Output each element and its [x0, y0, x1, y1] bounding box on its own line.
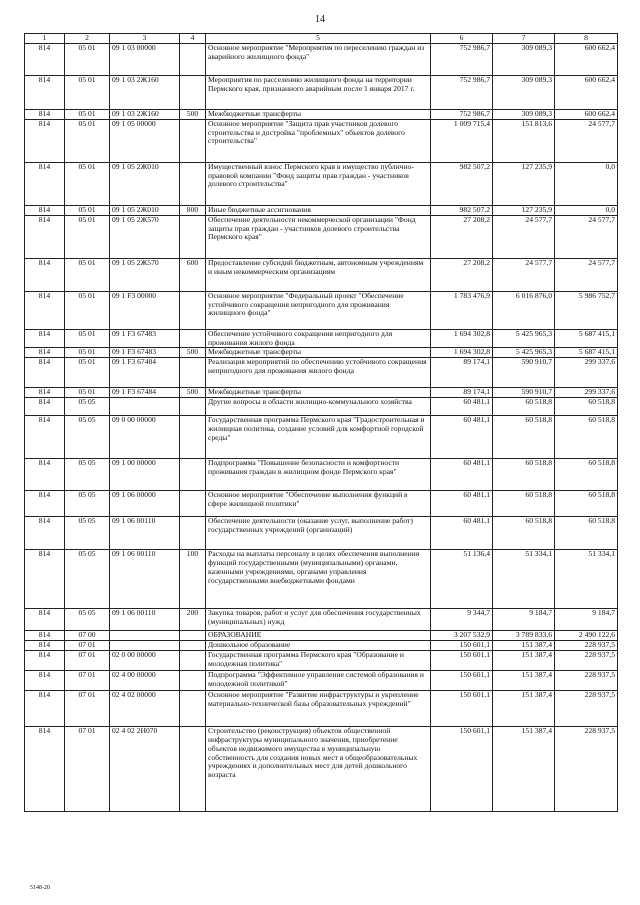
- section-code-cell: 05 01: [65, 358, 110, 388]
- budget-table: [24, 33, 618, 812]
- section-code-cell: 05 01: [65, 292, 110, 330]
- table-row: [25, 76, 618, 110]
- table-row: [25, 398, 618, 416]
- expense-type-cell: [180, 216, 206, 259]
- table-row: [25, 358, 618, 388]
- amount-2020-cell: 1 009 715,4: [431, 120, 493, 163]
- table-row: [25, 120, 618, 163]
- amount-2021-cell: 309 089,3: [493, 44, 555, 76]
- admin-code-cell: 814: [25, 348, 65, 358]
- admin-code-cell: 814: [25, 491, 65, 517]
- target-code-cell: 02 4 02 2Н070: [110, 727, 180, 812]
- admin-code-cell: 814: [25, 727, 65, 812]
- column-header: 7: [493, 34, 555, 44]
- table-row: [25, 44, 618, 76]
- section-code-cell: 05 05: [65, 398, 110, 416]
- target-code-cell: 09 1 00 00000: [110, 459, 180, 491]
- admin-code-cell: 814: [25, 631, 65, 641]
- section-code-cell: 05 01: [65, 206, 110, 216]
- section-code-cell: 05 05: [65, 459, 110, 491]
- target-code-cell: 09 1 05 2Ж010: [110, 163, 180, 206]
- expense-type-cell: [180, 163, 206, 206]
- footer-code: 5148-20: [30, 885, 50, 891]
- description-cell: Имущественный взнос Пермского края в имущество публично-правовой компании "Фонд защиты прав граждан - участников долевого строительства": [206, 163, 431, 206]
- section-code-cell: 07 01: [65, 641, 110, 651]
- table-row: [25, 292, 618, 330]
- target-code-cell: [110, 398, 180, 416]
- amount-2022-cell: 60 518,8: [555, 517, 618, 550]
- description-cell: Расходы на выплаты персоналу в целях обеспечения выполнения функций государственными (муниципальными) органами, казенными учреждениями, органами управления государственными внебюджетными фондами: [206, 550, 431, 609]
- table-header-row: [25, 34, 618, 44]
- table-row: [25, 163, 618, 206]
- amount-2020-cell: 752 986,7: [431, 44, 493, 76]
- amount-2021-cell: 151 387,4: [493, 727, 555, 812]
- table-row: [25, 416, 618, 459]
- amount-2022-cell: 24 577,7: [555, 216, 618, 259]
- section-code-cell: 07 01: [65, 727, 110, 812]
- amount-2022-cell: 24 577,7: [555, 259, 618, 292]
- amount-2020-cell: 60 481,1: [431, 459, 493, 491]
- table-row: [25, 671, 618, 691]
- target-code-cell: 02 0 00 00000: [110, 651, 180, 671]
- admin-code-cell: 814: [25, 609, 65, 631]
- description-cell: Межбюджетные трансферты: [206, 388, 431, 398]
- amount-2020-cell: 752 986,7: [431, 110, 493, 120]
- expense-type-cell: [180, 358, 206, 388]
- amount-2020-cell: 3 207 532,9: [431, 631, 493, 641]
- description-cell: Основное мероприятие "Федеральный проект "Обеспечение устойчивого сокращения непригодного для проживания жилищного фонда": [206, 292, 431, 330]
- description-cell: Другие вопросы в области жилищно-коммунального хозяйства: [206, 398, 431, 416]
- column-header: 2: [65, 34, 110, 44]
- column-header: 4: [180, 34, 206, 44]
- description-cell: Реализация мероприятий по обеспечению устойчивого сокращения непригодного для проживания жилого фонда: [206, 358, 431, 388]
- section-code-cell: 05 05: [65, 609, 110, 631]
- section-code-cell: 05 01: [65, 163, 110, 206]
- section-code-cell: 05 05: [65, 416, 110, 459]
- column-header: 3: [110, 34, 180, 44]
- description-cell: Строительство (реконструкция) объектов общественной инфраструктуры муниципального значения, приобретение объектов недвижимого имущества в муниципальную собственность для создания новых мест в общеобразовательных учреждениях и дополнительных мест для детей дошкольного возраста: [206, 727, 431, 812]
- description-cell: Подпрограмма "Повышение безопасности и комфортности проживания граждан в жилищном фонде Пермского края": [206, 459, 431, 491]
- amount-2020-cell: 60 481,1: [431, 398, 493, 416]
- description-cell: Государственная программа Пермского края "Градостроительная и жилищная политика, создание условий для комфортной городской среды": [206, 416, 431, 459]
- table-row: [25, 641, 618, 651]
- admin-code-cell: 814: [25, 459, 65, 491]
- target-code-cell: 02 4 00 00000: [110, 671, 180, 691]
- amount-2022-cell: 0,0: [555, 163, 618, 206]
- description-cell: Обеспечение деятельности (оказание услуг, выполнение работ) государственных учреждений (организаций): [206, 517, 431, 550]
- section-code-cell: 05 01: [65, 388, 110, 398]
- amount-2022-cell: 228 937,5: [555, 691, 618, 727]
- admin-code-cell: 814: [25, 358, 65, 388]
- amount-2020-cell: 60 481,1: [431, 491, 493, 517]
- expense-type-cell: 200: [180, 609, 206, 631]
- amount-2021-cell: 151 387,4: [493, 671, 555, 691]
- description-cell: Межбюджетные трансферты: [206, 110, 431, 120]
- table-row: [25, 348, 618, 358]
- description-cell: Предоставление субсидий бюджетным, автономным учреждениям и иным некоммерческим организациям: [206, 259, 431, 292]
- target-code-cell: 09 1 05 2Ж570: [110, 216, 180, 259]
- target-code-cell: 09 1 03 2Ж160: [110, 110, 180, 120]
- table-row: [25, 491, 618, 517]
- amount-2022-cell: 600 662,4: [555, 76, 618, 110]
- admin-code-cell: 814: [25, 76, 65, 110]
- expense-type-cell: [180, 416, 206, 459]
- amount-2022-cell: 299 337,6: [555, 388, 618, 398]
- amount-2021-cell: 590 910,7: [493, 388, 555, 398]
- target-code-cell: 09 1 05 2Ж010: [110, 206, 180, 216]
- admin-code-cell: 814: [25, 517, 65, 550]
- expense-type-cell: [180, 631, 206, 641]
- page-number: 14: [315, 14, 325, 25]
- section-code-cell: 05 01: [65, 110, 110, 120]
- description-cell: Закупка товаров, работ и услуг для обеспечения государственных (муниципальных) нужд: [206, 609, 431, 631]
- admin-code-cell: 814: [25, 206, 65, 216]
- amount-2021-cell: 60 518,8: [493, 416, 555, 459]
- section-code-cell: 07 00: [65, 631, 110, 641]
- admin-code-cell: 814: [25, 163, 65, 206]
- description-cell: Подпрограмма "Эффективное управление системой образования и молодежной политикой": [206, 671, 431, 691]
- admin-code-cell: 814: [25, 120, 65, 163]
- expense-type-cell: 500: [180, 110, 206, 120]
- amount-2021-cell: 127 235,9: [493, 163, 555, 206]
- table-row: [25, 609, 618, 631]
- amount-2020-cell: 89 174,1: [431, 358, 493, 388]
- amount-2021-cell: 5 425 965,3: [493, 348, 555, 358]
- target-code-cell: 09 1 F3 67483: [110, 330, 180, 348]
- amount-2020-cell: 982 507,2: [431, 163, 493, 206]
- admin-code-cell: 814: [25, 651, 65, 671]
- amount-2021-cell: 60 518,8: [493, 517, 555, 550]
- amount-2022-cell: 228 937,5: [555, 641, 618, 651]
- section-code-cell: 07 01: [65, 651, 110, 671]
- expense-type-cell: [180, 292, 206, 330]
- section-code-cell: 05 01: [65, 259, 110, 292]
- expense-type-cell: [180, 671, 206, 691]
- target-code-cell: [110, 641, 180, 651]
- expense-type-cell: [180, 491, 206, 517]
- description-cell: ОБРАЗОВАНИЕ: [206, 631, 431, 641]
- target-code-cell: [110, 631, 180, 641]
- amount-2022-cell: 51 334,1: [555, 550, 618, 609]
- admin-code-cell: 814: [25, 641, 65, 651]
- amount-2022-cell: 2 490 122,6: [555, 631, 618, 641]
- amount-2020-cell: 150 601,1: [431, 641, 493, 651]
- amount-2020-cell: 150 601,1: [431, 651, 493, 671]
- amount-2022-cell: 5 687 415,1: [555, 348, 618, 358]
- amount-2021-cell: 309 089,3: [493, 76, 555, 110]
- target-code-cell: 09 1 06 00110: [110, 550, 180, 609]
- amount-2021-cell: 151 387,4: [493, 691, 555, 727]
- amount-2020-cell: 982 507,2: [431, 206, 493, 216]
- amount-2022-cell: 5 687 415,1: [555, 330, 618, 348]
- expense-type-cell: [180, 76, 206, 110]
- description-cell: Обеспечение деятельности некоммерческой организации "Фонд защиты прав граждан - участников долевого строительства Пермского края": [206, 216, 431, 259]
- target-code-cell: 09 1 06 00110: [110, 517, 180, 550]
- amount-2020-cell: 1 694 302,8: [431, 348, 493, 358]
- admin-code-cell: 814: [25, 388, 65, 398]
- description-cell: Обеспечение устойчивого сокращения непригодного для проживания жилого фонда: [206, 330, 431, 348]
- amount-2021-cell: 60 518,8: [493, 491, 555, 517]
- table-row: [25, 459, 618, 491]
- description-cell: Межбюджетные трансферты: [206, 348, 431, 358]
- section-code-cell: 05 01: [65, 44, 110, 76]
- expense-type-cell: [180, 651, 206, 671]
- amount-2021-cell: 9 184,7: [493, 609, 555, 631]
- amount-2022-cell: 60 518,8: [555, 416, 618, 459]
- target-code-cell: 09 1 03 2Ж160: [110, 76, 180, 110]
- admin-code-cell: 814: [25, 671, 65, 691]
- section-code-cell: 05 05: [65, 517, 110, 550]
- expense-type-cell: [180, 330, 206, 348]
- expense-type-cell: 500: [180, 388, 206, 398]
- amount-2022-cell: 228 937,5: [555, 651, 618, 671]
- target-code-cell: 09 1 05 2Ж570: [110, 259, 180, 292]
- amount-2022-cell: 60 518,8: [555, 491, 618, 517]
- description-cell: Дошкольное образование: [206, 641, 431, 651]
- target-code-cell: 09 1 F3 67484: [110, 388, 180, 398]
- amount-2020-cell: 60 481,1: [431, 416, 493, 459]
- description-cell: Иные бюджетные ассигнования: [206, 206, 431, 216]
- expense-type-cell: 600: [180, 259, 206, 292]
- admin-code-cell: 814: [25, 416, 65, 459]
- amount-2021-cell: 60 518,8: [493, 459, 555, 491]
- amount-2021-cell: 151 813,6: [493, 120, 555, 163]
- section-code-cell: 05 01: [65, 348, 110, 358]
- column-header: 5: [206, 34, 431, 44]
- amount-2022-cell: 24 577,7: [555, 120, 618, 163]
- amount-2020-cell: 27 208,2: [431, 259, 493, 292]
- table-row: [25, 517, 618, 550]
- amount-2022-cell: 600 662,4: [555, 44, 618, 76]
- amount-2022-cell: 9 184,7: [555, 609, 618, 631]
- amount-2021-cell: 24 577,7: [493, 216, 555, 259]
- description-cell: Основное мероприятие "Развитие инфраструктуры и укрепление материально-технической базы образовательных учреждений": [206, 691, 431, 727]
- amount-2022-cell: 60 518,8: [555, 398, 618, 416]
- target-code-cell: 09 1 05 00000: [110, 120, 180, 163]
- admin-code-cell: 814: [25, 292, 65, 330]
- expense-type-cell: 500: [180, 348, 206, 358]
- target-code-cell: 09 1 F3 67484: [110, 358, 180, 388]
- amount-2021-cell: 151 387,4: [493, 651, 555, 671]
- amount-2022-cell: 5 986 752,7: [555, 292, 618, 330]
- amount-2020-cell: 60 481,1: [431, 517, 493, 550]
- table-row: [25, 216, 618, 259]
- amount-2020-cell: 150 601,1: [431, 671, 493, 691]
- description-cell: Основное мероприятие "Защита прав участников долевого строительства и достройка "проблемных" объектов долевого строительства": [206, 120, 431, 163]
- amount-2022-cell: 228 937,5: [555, 671, 618, 691]
- amount-2020-cell: 9 344,7: [431, 609, 493, 631]
- admin-code-cell: 814: [25, 44, 65, 76]
- admin-code-cell: 814: [25, 330, 65, 348]
- admin-code-cell: 814: [25, 550, 65, 609]
- target-code-cell: 09 1 03 00000: [110, 44, 180, 76]
- amount-2022-cell: 0,0: [555, 206, 618, 216]
- amount-2021-cell: 51 334,1: [493, 550, 555, 609]
- amount-2022-cell: 299 337,6: [555, 358, 618, 388]
- amount-2021-cell: 24 577,7: [493, 259, 555, 292]
- expense-type-cell: [180, 517, 206, 550]
- target-code-cell: 09 1 06 00000: [110, 491, 180, 517]
- table-row: [25, 259, 618, 292]
- table-row: [25, 727, 618, 812]
- column-header: 6: [431, 34, 493, 44]
- amount-2021-cell: 6 016 876,0: [493, 292, 555, 330]
- admin-code-cell: 814: [25, 691, 65, 727]
- amount-2020-cell: 1 694 302,8: [431, 330, 493, 348]
- amount-2021-cell: 151 387,4: [493, 641, 555, 651]
- table-row: [25, 388, 618, 398]
- amount-2021-cell: 5 425 965,3: [493, 330, 555, 348]
- amount-2022-cell: 60 518,8: [555, 459, 618, 491]
- table-row: [25, 550, 618, 609]
- expense-type-cell: [180, 691, 206, 727]
- admin-code-cell: 814: [25, 259, 65, 292]
- table-row: [25, 691, 618, 727]
- section-code-cell: 05 01: [65, 216, 110, 259]
- amount-2021-cell: 127 235,9: [493, 206, 555, 216]
- admin-code-cell: 814: [25, 216, 65, 259]
- amount-2020-cell: 27 208,2: [431, 216, 493, 259]
- amount-2022-cell: 600 662,4: [555, 110, 618, 120]
- amount-2020-cell: 150 601,1: [431, 691, 493, 727]
- description-cell: Основное мероприятие "Обеспечение выполнения функций в сфере жилищной политики": [206, 491, 431, 517]
- section-code-cell: 05 01: [65, 330, 110, 348]
- target-code-cell: 09 1 F3 00000: [110, 292, 180, 330]
- description-cell: Основное мероприятие "Мероприятия по переселению граждан из аварийного жилищного фонда": [206, 44, 431, 76]
- table-row: [25, 651, 618, 671]
- expense-type-cell: [180, 459, 206, 491]
- admin-code-cell: 814: [25, 110, 65, 120]
- amount-2020-cell: 51 136,4: [431, 550, 493, 609]
- expense-type-cell: [180, 398, 206, 416]
- section-code-cell: 05 01: [65, 120, 110, 163]
- column-header: 1: [25, 34, 65, 44]
- description-cell: Мероприятия по расселению жилищного фонда на территории Пермского края, признанного аварийным после 1 января 2017 г.: [206, 76, 431, 110]
- section-code-cell: 05 01: [65, 76, 110, 110]
- amount-2021-cell: 590 910,7: [493, 358, 555, 388]
- admin-code-cell: 814: [25, 398, 65, 416]
- section-code-cell: 07 01: [65, 691, 110, 727]
- section-code-cell: 07 01: [65, 671, 110, 691]
- expense-type-cell: [180, 641, 206, 651]
- amount-2020-cell: 752 986,7: [431, 76, 493, 110]
- amount-2021-cell: 60 518,8: [493, 398, 555, 416]
- amount-2020-cell: 1 783 476,9: [431, 292, 493, 330]
- amount-2021-cell: 309 089,3: [493, 110, 555, 120]
- description-cell: Государственная программа Пермского края "Образование и молодежная политика": [206, 651, 431, 671]
- expense-type-cell: [180, 727, 206, 812]
- target-code-cell: 09 1 F3 67483: [110, 348, 180, 358]
- expense-type-cell: [180, 44, 206, 76]
- amount-2021-cell: 3 789 833,6: [493, 631, 555, 641]
- amount-2020-cell: 150 601,1: [431, 727, 493, 812]
- section-code-cell: 05 05: [65, 550, 110, 609]
- expense-type-cell: [180, 120, 206, 163]
- table-row: [25, 110, 618, 120]
- table-row: [25, 631, 618, 641]
- table-body: [25, 44, 618, 812]
- target-code-cell: 02 4 02 00000: [110, 691, 180, 727]
- column-header: 8: [555, 34, 618, 44]
- table-row: [25, 330, 618, 348]
- target-code-cell: 09 0 00 00000: [110, 416, 180, 459]
- target-code-cell: 09 1 06 00110: [110, 609, 180, 631]
- amount-2020-cell: 89 174,1: [431, 388, 493, 398]
- table-row: [25, 206, 618, 216]
- amount-2022-cell: 228 937,5: [555, 727, 618, 812]
- section-code-cell: 05 05: [65, 491, 110, 517]
- expense-type-cell: 800: [180, 206, 206, 216]
- expense-type-cell: 100: [180, 550, 206, 609]
